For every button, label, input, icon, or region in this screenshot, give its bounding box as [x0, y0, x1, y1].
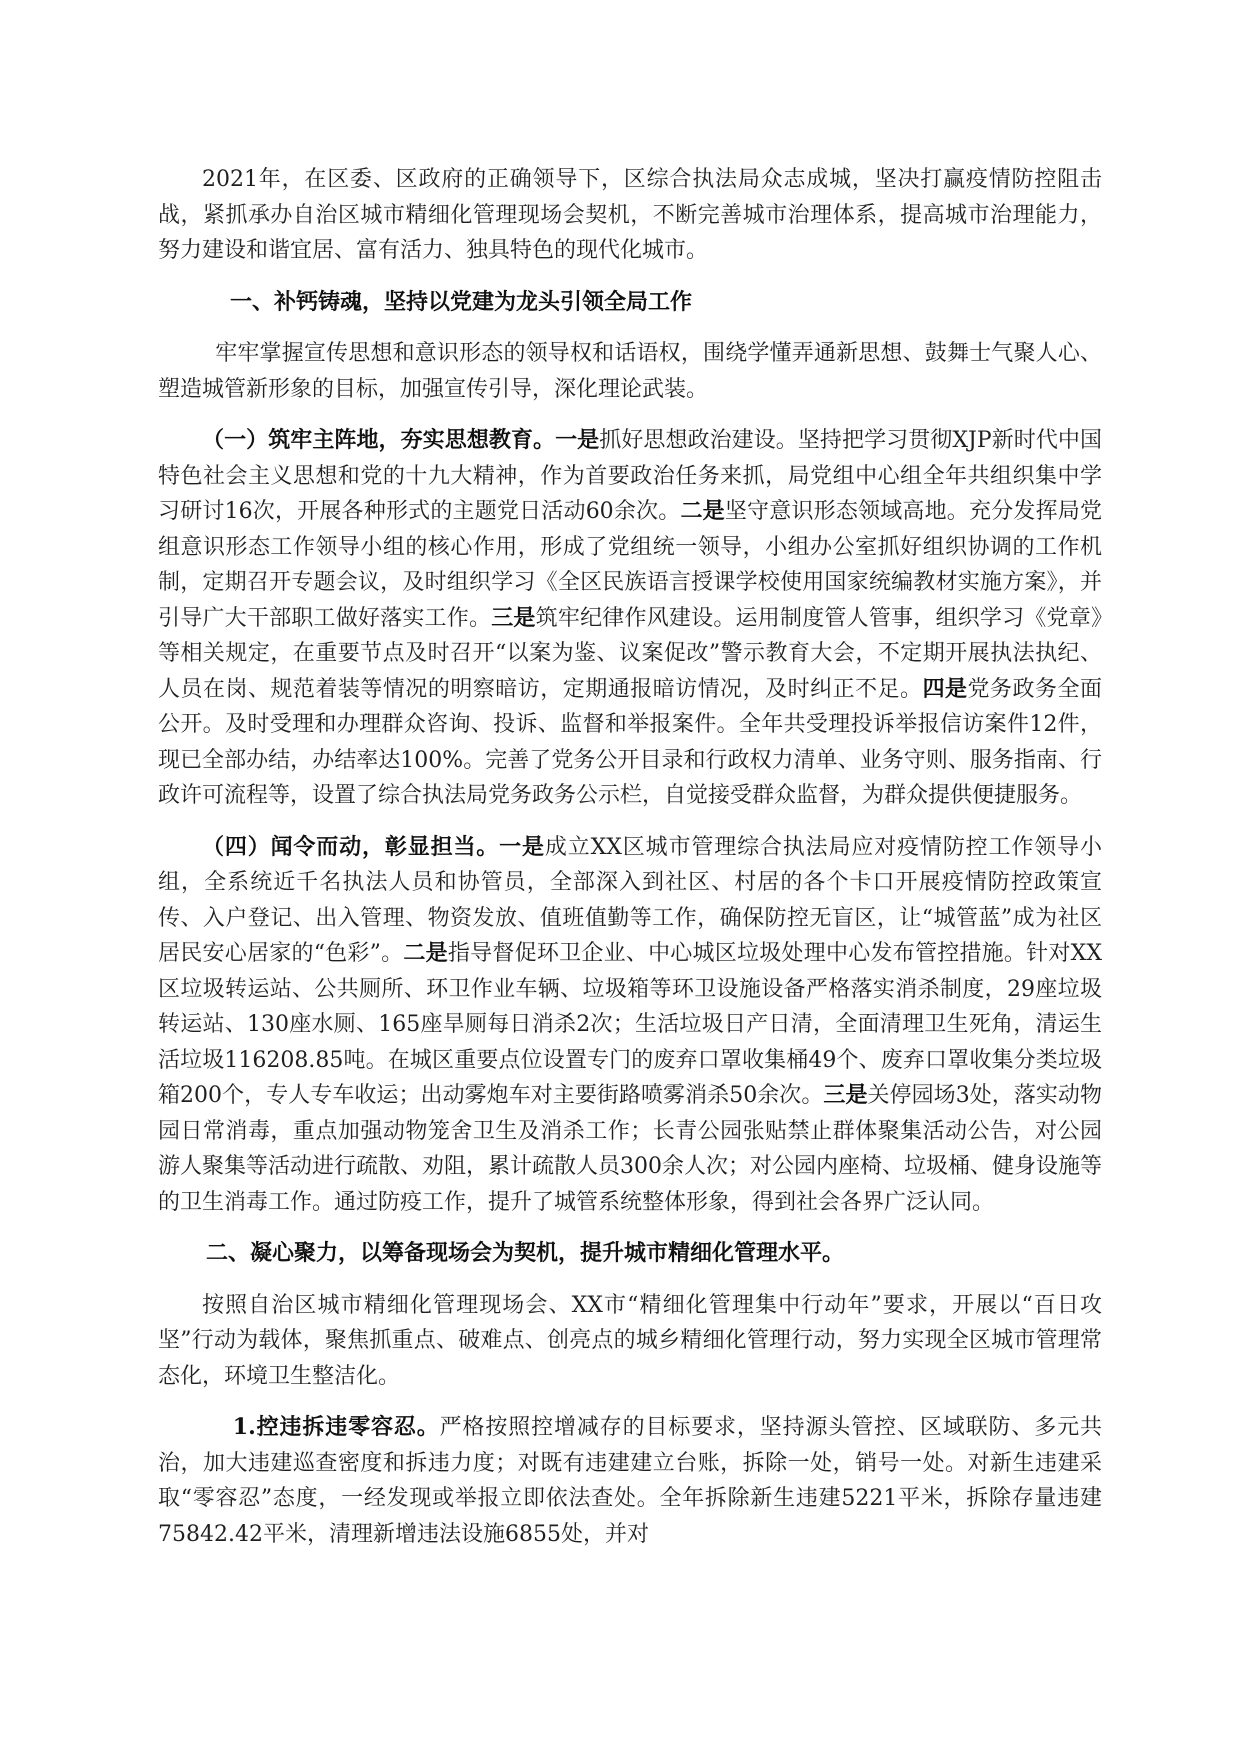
subsection-1-paragraph — [158, 423, 1102, 814]
intro-paragraph: 2021年，在区委、区政府的正确领导下，区综合执法局众志成城，坚决打赢疫情防控阻击战，紧抓承办自治区城市精细化管理现场会契机，不断完善城市治理体系，提高城市治理能力，努力建设和谐宜居、富有活力、独具特色的现代化城市。 — [158, 167, 1102, 263]
section-1-intro-paragraph: 牢牢掌握宣传思想和意识形态的领导权和话语权，围绕学懂弄通新思想、鼓舞士气聚人心、塑造城管新形象的目标，加强宣传引导，深化理论武装。 — [158, 341, 1102, 402]
subsection-4-paragraph — [158, 830, 1102, 1221]
keyword-first: 一是 — [555, 427, 600, 453]
subsection-1-text-4: 党务政务全面公开。及时受理和办理群众咨询、投诉、监督和举报案件。全年共受理投诉举报信访案件12件，现已全部办结，办结率达100%。完善了党务公开目录和行政权力清单、业务守则、服务指南、行政许可流程等，设置了综合执法局党务政务公示栏，自觉接受群众监督，为群众提供便捷服务。 — [158, 676, 1102, 808]
section-heading-1: 一、补钙铸魂，坚持以党建为龙头引领全局工作 — [230, 289, 693, 315]
subsection-4-text-1: 成立XX区城市管理综合执法局应对疫情防控工作领导小组，全系统近千名执法人员和协管员，全部深入到社区、村居的各个卡口开展疫情防控政策宣传、入户登记、出入管理、物资发放、值班值勤等工作，确保防控无盲区，让“城管蓝”成为社区居民安心居家的“色彩”。 — [158, 834, 1102, 966]
subsection-4-text-2: 针对XX区垃圾转运站、公共厕所、环卫作业车辆、垃圾箱等环卫设施设备严格落实消杀制度，29座垃圾转运站、130座水厕、165座旱厕每日消杀2次；生活垃圾日产日清，全面清理卫生死角，清运生活垃圾116208.85吨。在城区重要点位设置专门的废弃口罩收集桶49个、废弃口罩收集分类垃圾箱200个，专人专车收运；出动雾炮车对主要街路喷雾消杀50余次。 — [158, 941, 1102, 1108]
subsection-1-text-1: 抓好思想政治建设。坚持把学习贯彻XJP新时代中国特色社会主义思想和党的十九大精神，作为首要政治任务来抓，局党组中心组全年共组织集中学习研讨16次，开展各种形式的主题党日活动60余次。 — [158, 428, 1102, 524]
keyword-first: 一是 — [499, 833, 545, 860]
subsection-1-title: （一）筑牢主阵地，夯实思想教育。 — [202, 427, 556, 453]
document-body — [158, 162, 1102, 1552]
keyword-second: 二是 — [680, 498, 725, 524]
subsection-4-text-2-lead: 指导督促环卫企业、中心城区垃圾处理中心发布管控措施。 — [447, 941, 1027, 966]
keyword-second: 二是 — [403, 940, 448, 966]
subsection-4-text-3: 关停园场3处，落实动物园日常消毒，重点加强动物笼舍卫生及消杀工作；长青公园张贴禁止群体聚集活动公告，对公园游人聚集等活动进行疏散、劝阻，累计疏散人员300余人次；对公园内座椅、垃圾桶、健身设施等的卫生消毒工作。通过防疫工作，提升了城管系统整体形象，得到社会各界广泛认同。 — [158, 1083, 1102, 1215]
item-1-text: 严格按照控增减存的目标要求，坚持源头管控、区域联防、多元共治，加大违建巡查密度和拆违力度；对既有违建建立台账，拆除一处，销号一处。对新生违建采取“零容忍”态度，一经发现或举报立即依法查处。全年拆除新生违建5221平米，拆除存量违建75842.42平米，清理新增违法设施6855处，并对 — [158, 1415, 1102, 1547]
keyword-third: 三是 — [823, 1082, 868, 1108]
subsection-1-text-3: 筑牢纪律作风建设。运用制度管人管事，组织学习《党章》等相关规定，在重要节点及时召开“以案为鉴、议案促改”警示教育大会，不定期开展执法执纪、人员在岗、规范着装等情况的明察暗访，定期通报暗访情况，及时纠正不足。 — [158, 605, 1102, 702]
item-1-title: 1.控违拆违零容忍。 — [232, 1414, 440, 1440]
section-2-intro-paragraph: 按照自治区城市精细化管理现场会、XX市“精细化管理集中行动年”要求，开展以“百日攻坚”行动为载体，聚焦抓重点、破难点、创亮点的城乡精细化管理行动，努力实现全区城市管理常态化，环境卫生整洁化。 — [158, 1292, 1102, 1389]
item-1-paragraph — [158, 1410, 1102, 1552]
keyword-third: 三是 — [491, 604, 536, 631]
subsection-1-text-2: 坚守意识形态领域高地。充分发挥局党组意识形态工作领导小组的核心作用，形成了党组统一领导，小组办公室抓好组织协调的工作机制，定期召开专题会议，及时组织学习《全区民族语言授课学校使用国家统编教材实施方案》，并引导广大干部职工做好落实工作。 — [158, 499, 1102, 631]
subsection-4-title: （四）闻令而动，彰显担当。 — [202, 833, 500, 860]
section-heading-2: 二、凝心聚力，以筹备现场会为契机，提升城市精细化管理水平。 — [206, 1241, 845, 1266]
keyword-fourth: 四是 — [922, 675, 968, 702]
